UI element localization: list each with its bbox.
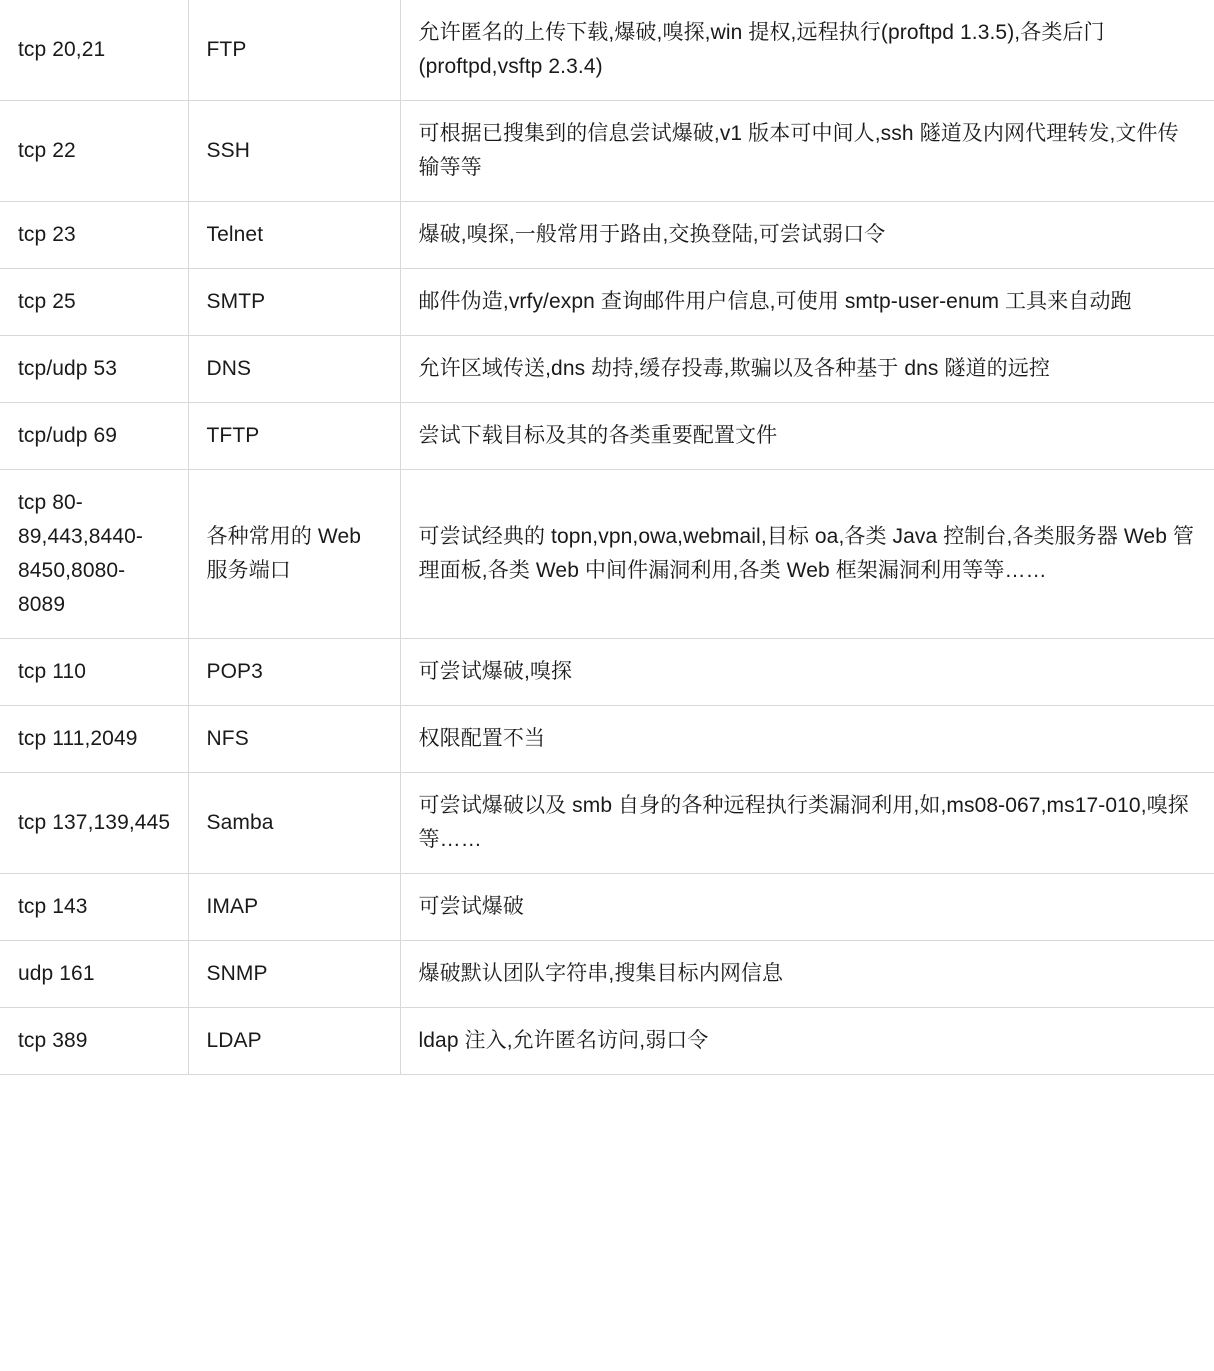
- cell-port: tcp 23: [0, 202, 188, 269]
- cell-description: 尝试下载目标及其的各类重要配置文件: [400, 403, 1214, 470]
- cell-port: tcp 111,2049: [0, 706, 188, 773]
- cell-description: 允许区域传送,dns 劫持,缓存投毒,欺骗以及各种基于 dns 隧道的远控: [400, 336, 1214, 403]
- table-row: [0, 639, 1214, 706]
- cell-service: POP3: [188, 639, 400, 706]
- cell-description: 可尝试爆破以及 smb 自身的各种远程执行类漏洞利用,如,ms08-067,ms17-010,嗅探等……: [400, 773, 1214, 874]
- cell-service: Telnet: [188, 202, 400, 269]
- cell-service: SNMP: [188, 941, 400, 1008]
- cell-port: tcp 20,21: [0, 0, 188, 101]
- table-row: [0, 1008, 1214, 1075]
- table-row: [0, 706, 1214, 773]
- cell-port: tcp 110: [0, 639, 188, 706]
- table-row: [0, 941, 1214, 1008]
- table-row: [0, 874, 1214, 941]
- cell-description: 爆破,嗅探,一般常用于路由,交换登陆,可尝试弱口令: [400, 202, 1214, 269]
- cell-port: udp 161: [0, 941, 188, 1008]
- cell-port: tcp 137,139,445: [0, 773, 188, 874]
- cell-description: 邮件伪造,vrfy/expn 查询邮件用户信息,可使用 smtp-user-enum 工具来自动跑: [400, 269, 1214, 336]
- cell-service: 各种常用的 Web 服务端口: [188, 470, 400, 639]
- table-row: [0, 403, 1214, 470]
- cell-description: 可尝试爆破,嗅探: [400, 639, 1214, 706]
- cell-port: tcp 22: [0, 101, 188, 202]
- cell-port: tcp 389: [0, 1008, 188, 1075]
- cell-port: tcp/udp 53: [0, 336, 188, 403]
- cell-port: tcp 80-89,443,8440-8450,8080-8089: [0, 470, 188, 639]
- cell-description: ldap 注入,允许匿名访问,弱口令: [400, 1008, 1214, 1075]
- cell-port: tcp 143: [0, 874, 188, 941]
- cell-description: 爆破默认团队字符串,搜集目标内网信息: [400, 941, 1214, 1008]
- cell-service: NFS: [188, 706, 400, 773]
- cell-service: SMTP: [188, 269, 400, 336]
- table-row: [0, 470, 1214, 639]
- cell-service: DNS: [188, 336, 400, 403]
- table-row: [0, 0, 1214, 101]
- table-row: [0, 202, 1214, 269]
- cell-description: 可根据已搜集到的信息尝试爆破,v1 版本可中间人,ssh 隧道及内网代理转发,文件传输等等: [400, 101, 1214, 202]
- cell-service: FTP: [188, 0, 400, 101]
- cell-service: SSH: [188, 101, 400, 202]
- cell-service: LDAP: [188, 1008, 400, 1075]
- cell-service: IMAP: [188, 874, 400, 941]
- cell-description: 可尝试经典的 topn,vpn,owa,webmail,目标 oa,各类 Java 控制台,各类服务器 Web 管理面板,各类 Web 中间件漏洞利用,各类 Web 框架漏洞利用等等……: [400, 470, 1214, 639]
- cell-service: TFTP: [188, 403, 400, 470]
- cell-description: 权限配置不当: [400, 706, 1214, 773]
- table-row: [0, 269, 1214, 336]
- table-row: [0, 101, 1214, 202]
- cell-port: tcp/udp 69: [0, 403, 188, 470]
- cell-port: tcp 25: [0, 269, 188, 336]
- table-row: [0, 773, 1214, 874]
- cell-service: Samba: [188, 773, 400, 874]
- table-row: [0, 336, 1214, 403]
- cell-description: 允许匿名的上传下载,爆破,嗅探,win 提权,远程执行(proftpd 1.3.5),各类后门(proftpd,vsftp 2.3.4): [400, 0, 1214, 101]
- cell-description: 可尝试爆破: [400, 874, 1214, 941]
